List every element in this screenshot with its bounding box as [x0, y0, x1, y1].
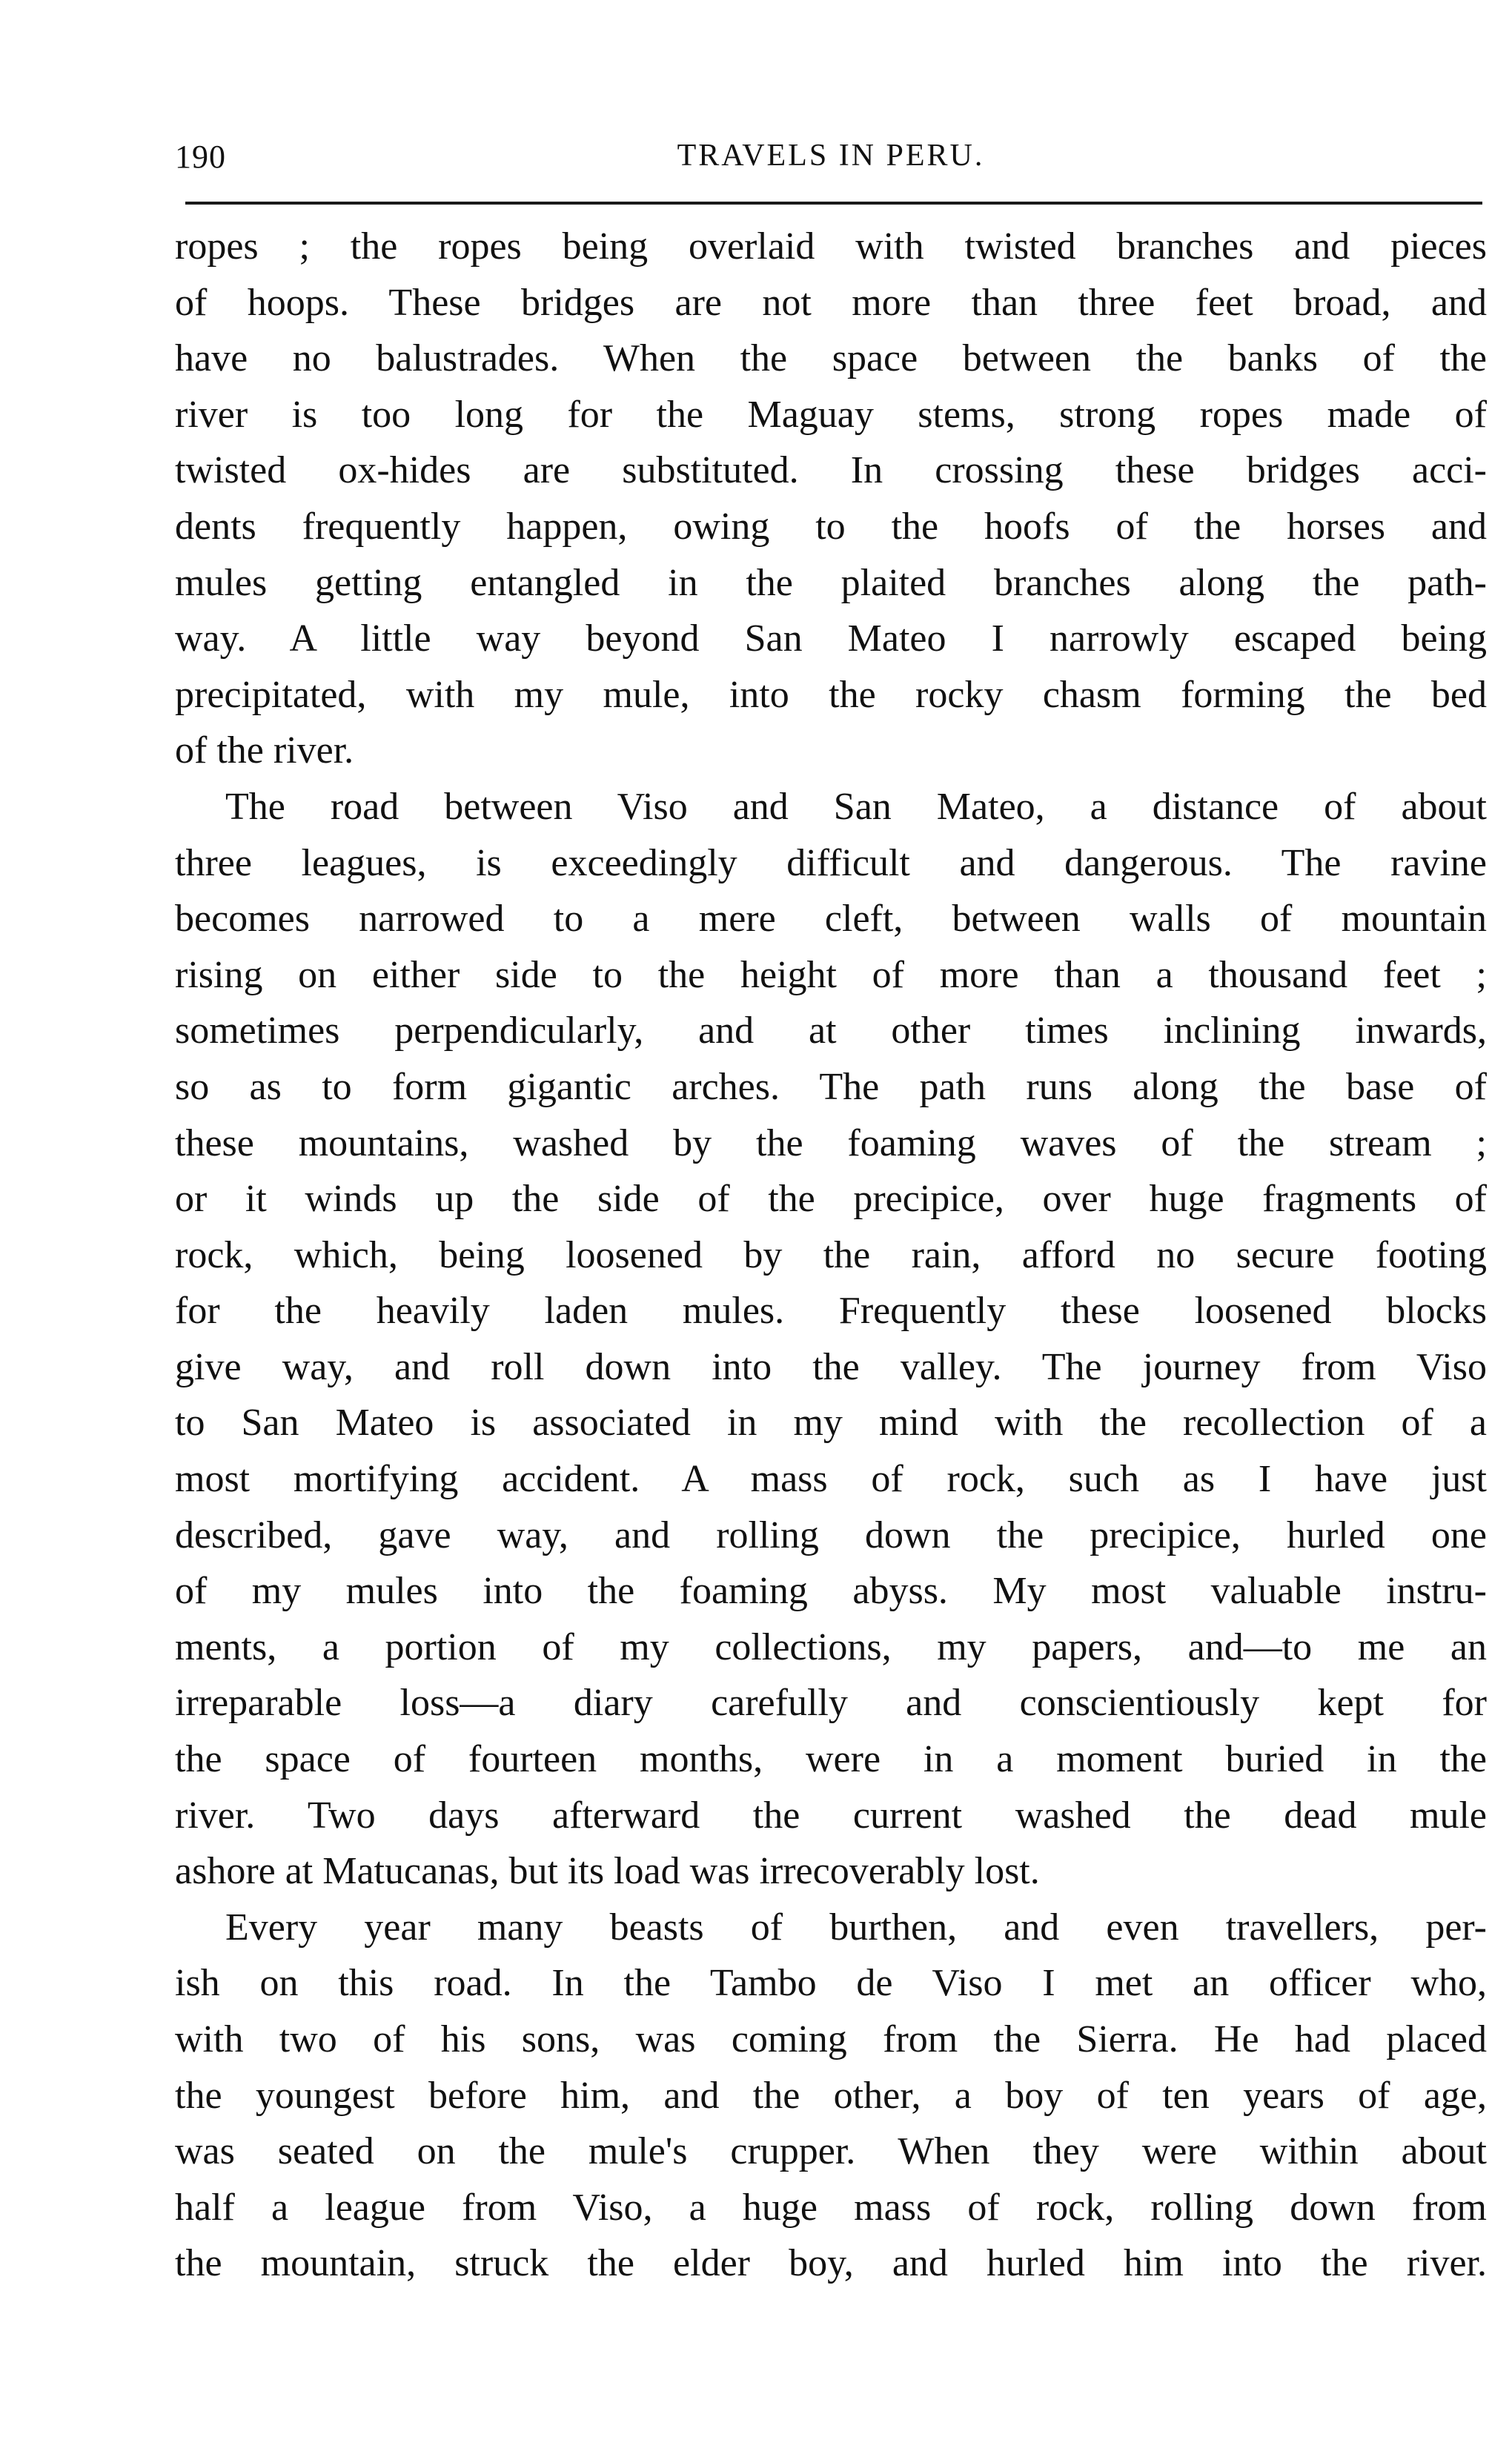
text-line: the youngest before him, and the other, a boy of ten years of age,: [175, 2074, 1487, 2117]
text-line: so as to form gigantic arches. The path runs along the base of: [175, 1065, 1487, 1108]
text-line: ashore at Matucanas, but its load was irrecoverably lost.: [175, 1850, 1040, 1893]
text-line: ments, a portion of my collections, my papers, and—to me an: [175, 1625, 1487, 1668]
text-line: ropes ; the ropes being overlaid with twisted branches and pieces: [175, 225, 1487, 268]
text-line: most mortifying accident. A mass of rock, such as I have just: [175, 1458, 1487, 1501]
text-line: or it winds up the side of the precipice, over huge fragments of: [175, 1178, 1487, 1221]
text-line: for the heavily laden mules. Frequently these loosened blocks: [175, 1290, 1487, 1333]
text-line: the mountain, struck the elder boy, and hurled him into the river.: [175, 2242, 1487, 2285]
text-line: rising on either side to the height of more than a thousand feet ;: [175, 953, 1487, 996]
text-line: described, gave way, and rolling down the precipice, hurled one: [175, 1513, 1487, 1556]
text-line: Every year many beasts of burthen, and even travellers, per-: [225, 1906, 1487, 1949]
text-line: of my mules into the foaming abyss. My most valuable instru-: [175, 1570, 1487, 1613]
text-line: the space of fourteen months, were in a moment buried in the: [175, 1738, 1487, 1781]
text-line: have no balustrades. When the space between the banks of the: [175, 337, 1487, 380]
text-line: The road between Viso and San Mateo, a distance of about: [225, 785, 1487, 828]
header-rule: [185, 202, 1482, 205]
text-line: precipitated, with my mule, into the rocky chasm forming the bed: [175, 673, 1487, 716]
text-line: ish on this road. In the Tambo de Viso I met an officer who,: [175, 1962, 1487, 2005]
paragraph-2: [175, 779, 1487, 1900]
text-line: was seated on the mule's crupper. When they were within about: [175, 2130, 1487, 2173]
text-line: becomes narrowed to a mere cleft, between walls of mountain: [175, 898, 1487, 941]
page-number: 190: [175, 139, 226, 175]
text-line: of the river.: [175, 729, 354, 772]
text-line: these mountains, washed by the foaming waves of the stream ;: [175, 1121, 1487, 1164]
text-line: twisted ox-hides are substituted. In crossing these bridges acci-: [175, 449, 1487, 492]
text-line: mules getting entangled in the plaited branches along the path-: [175, 561, 1487, 604]
text-line: with two of his sons, was coming from the Sierra. He had placed: [175, 2018, 1487, 2060]
paragraph-3: [175, 1900, 1487, 2292]
text-line: to San Mateo is associated in my mind with the recollection of a: [175, 1402, 1487, 1445]
text-line: of hoops. These bridges are not more than three feet broad, and: [175, 281, 1487, 324]
text-line: rock, which, being loosened by the rain, afford no secure footing: [175, 1233, 1487, 1276]
running-title: TRAVELS IN PERU.: [677, 139, 985, 173]
text-line: three leagues, is exceedingly difficult and dangerous. The ravine: [175, 841, 1487, 884]
text-line: sometimes perpendicularly, and at other times inclining inwards,: [175, 1009, 1487, 1052]
text-line: dents frequently happen, owing to the hoofs of the horses and: [175, 505, 1487, 548]
paragraph-1: [175, 219, 1487, 779]
text-line: half a league from Viso, a huge mass of rock, rolling down from: [175, 2186, 1487, 2229]
text-line: give way, and roll down into the valley. The journey from Viso: [175, 1345, 1487, 1388]
text-line: river is too long for the Maguay stems, strong ropes made of: [175, 393, 1487, 436]
page-header: [175, 132, 1487, 184]
text-line: way. A little way beyond San Mateo I narrowly escaped being: [175, 617, 1487, 660]
text-line: irreparable loss—a diary carefully and conscientiously kept for: [175, 1682, 1487, 1725]
body-text: [175, 219, 1487, 2292]
text-line: river. Two days afterward the current washed the dead mule: [175, 1794, 1487, 1837]
